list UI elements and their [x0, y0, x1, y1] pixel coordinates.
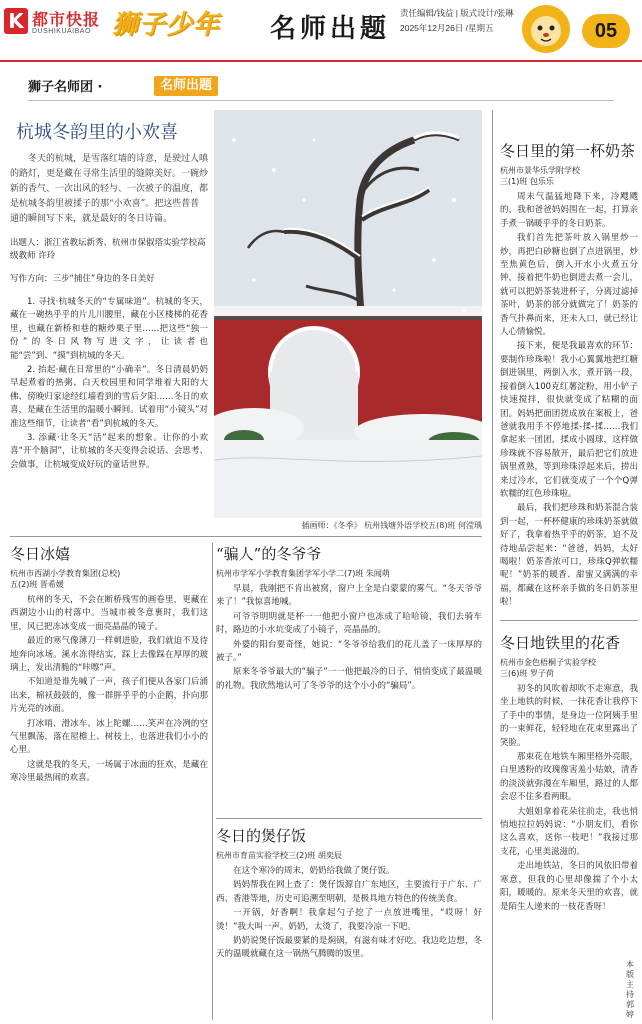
essay-paragraph: 外婆的阳台要奇怪，她说：“冬爷爷给我们的花儿盖了一床厚厚的被子。” — [216, 639, 482, 664]
essay-subway-flowers — [500, 632, 638, 1020]
essay-paragraph: 早晨，我刚把不肯出被窝，窗户上全是白蒙蒙的雾气。“冬天爷爷来了！”我惊喜地喊。 — [216, 584, 482, 608]
prompt-title: 杭城冬韵里的小欢喜 — [16, 122, 178, 143]
page-number-badge: 05 — [582, 14, 630, 48]
essay-paragraph: 在这个寒冷的周末，奶奶给我做了煲仔饭。 — [233, 866, 395, 876]
lion-mascot-icon — [520, 3, 572, 55]
essay-paragraph: 大姐姐拿着花朵往前走，我也悄悄地拉拉妈妈说：“小朋友们，看你这么喜欢，送你一枝吧！”我接过那支花，心里美滋滋的。 — [500, 806, 638, 857]
page-header — [0, 0, 642, 62]
prompt-author: 出题人：浙江省教坛新秀、杭州市保俶塔实验学校高级教师 许玲 — [10, 238, 206, 261]
essay-winter-grandpa — [216, 543, 482, 813]
section-tag: 名师出题 — [154, 76, 218, 96]
section-name: 狮子名师团 · — [28, 80, 103, 95]
essay-paragraph: 周末气温猛地降下来，冷飕飕的，我和爸爸妈妈围在一起，打算亲手煮一锅暖乎乎的冬日奶茶。 — [500, 192, 638, 229]
essay-school: 杭州市西湖小学教育集团(总校) — [10, 569, 121, 578]
essay-paragraph: 妈妈帮我在网上查了：煲仔饭源自广东地区，主要流行于广东、广西、香港等地，历史可追溯至明朝，是极具地方特色的传统美食。 — [216, 880, 482, 904]
essay-paragraph: 最近的寒气像薄刀一样刺进脸，我们就迫不及待地奔向冰场。溪水冻得结实，踩上去像踩在厚厚的玻璃上，发出清脆的“咔嚓”声。 — [10, 636, 208, 674]
row-divider — [500, 620, 638, 621]
logo-mark: K — [4, 8, 28, 34]
illustration-caption: 插画师：《冬季》 杭州钱塘外语学校五(8)班 何滢瑀 — [301, 521, 482, 530]
essay-author: 三(6)班 罗子荷 — [500, 669, 554, 678]
column-brand: 狮子少年 — [112, 10, 221, 40]
prompt-step: 1. 寻找·杭城冬天的“专属味道”。杭城的冬天，藏在一碗热乎乎的片儿川腰里，藏在小区楼梯的花香里，也藏在新桥和巷的糖炒栗子里……把这些“独一份”的冬日风物写进文字，让读者也能“尝”到、“摸”到杭城的冬天。 — [10, 297, 208, 361]
essay-paragraph: 杭州的冬天，不会在断桥残雪的画卷里，更藏在西湖边小山的村落中。当城市被冬意裹时，我们这里，风已把冻冰变成一面亮晶晶的镜子。 — [10, 595, 208, 632]
essay-title: 冬日冰嬉 — [10, 545, 71, 563]
essay-author: 杭州市育苗实验学校三(2)班 胡奕辰 — [216, 851, 342, 860]
newspaper-pinyin: DUSHIKUAIBAO — [32, 28, 91, 35]
winter-painting — [214, 110, 482, 518]
editor-line: 责任编辑/钱益 | 版式设计/张琳 — [400, 8, 514, 18]
row-divider — [216, 818, 482, 819]
prompt-article — [10, 112, 208, 562]
page-host-credit: 本版主持 郭婷 — [626, 960, 634, 1019]
essay-paragraph: 那束花在地铁车厢里格外亮眼，白里透粉的玫瑰像害羞小姑娘，清香的淡淡就弥漫在车厢里，路过的人都会忍不住多看两眼。 — [500, 752, 638, 803]
date-line: 2025年12月26日 /星期五 — [400, 23, 494, 33]
newspaper-logo[interactable] — [4, 6, 112, 42]
essay-paragraph: 我们首先把茶叶放入锅里炒一炒，再把白砂糖也倒了点进锅里，炒至焦黄色后，倒入开水小火煮五分钟，接着把牛奶也倒进去煮一会儿，就可以把奶茶装进杯子，分离过滤掉茶叶，奶茶的部分就做完了！奶茶的香气扑鼻而来，还未入口，就已经让人心情愉悦。 — [500, 233, 638, 338]
essay-school: 杭州市金色梧桐子实验学校 — [500, 658, 596, 667]
banner-divider — [28, 100, 614, 101]
page-title: 名师出题 — [270, 14, 391, 44]
column-divider — [492, 110, 493, 1020]
essay-school: 杭州市景华乐学附学校 — [500, 166, 580, 175]
essay-paragraph: 走出地铁站，冬日的风依旧带着寒意，但我的心里却像揣了个小太阳，暖暖的。原来冬天里的欢喜，就是陌生人递来的一枝花香呀！ — [500, 861, 638, 912]
essay-title: 冬日里的第一杯奶茶 — [500, 142, 636, 160]
essay-author: 五(2)班 晋希媛 — [10, 580, 64, 589]
row-divider — [10, 536, 482, 537]
prompt-direction: 写作方向：三步“捕住”身边的冬日美好 — [10, 274, 155, 284]
essay-title: 冬日地铁里的花香 — [500, 634, 621, 652]
newspaper-name: 都市快报 — [32, 10, 101, 29]
essay-author: 三(1)班 包乐乐 — [500, 177, 554, 186]
essay-author: 杭州市学军小学教育集团学军小学二(7)班 朱闻萌 — [216, 569, 390, 578]
essay-claypot-rice — [216, 825, 482, 1020]
essay-title: “骗人”的冬爷爷 — [216, 545, 322, 563]
essay-title: 冬日的煲仔饭 — [216, 827, 307, 845]
essay-paragraph: 这就是我的冬天，一场属于冰面的狂欢，是藏在寒冷里最热闹的欢喜。 — [10, 759, 208, 784]
essay-paragraph: 奶奶说煲仔饭最要紧的是焖锅，有滋有味才好吃。我边吃边想，冬天的温暖就藏在这一锅热气腾腾的饭里。 — [216, 936, 482, 960]
essay-paragraph: 最后，我们把珍珠和奶茶混合装到一起，一杯杯健康的珍珠奶茶就做好了，我拿着热乎乎的奶茶，迫不及待地品尝起来：“爸爸，妈妈，太好喝啦！奶茶香浓可口，珍珠Q弹软糯呢！”奶茶的暖香、甜蜜又满满的幸福，都藏在这杯亲手做的冬日奶茶里啦！ — [500, 503, 638, 608]
prompt-step: 2. 抬起·藏在日常里的“小确幸”。冬日清晨奶奶早起煮着的热粥、白天校园里和同学堆着大阳的大佛、傍晚归家途经红墙看到的雪后夕阳……冬日的欢喜，是藏在生活里的温暖小瞬间。试着用“小镜头”对准这些细节，让读者“看”到杭城的冬天。 — [10, 365, 208, 429]
essay-ice-play — [10, 543, 208, 1020]
essay-paragraph: 一开锅，好香啊！我拿起勺子挖了一点放进嘴里，“哎呀！好烫！”我大叫一声。奶奶，太烫了，我要冷凉一下吧。 — [216, 908, 482, 932]
essay-paragraph: 接下来，便是我最喜欢的环节：要制作珍珠啦！我小心翼翼地把红糖倒进锅里，两倒入水，煮开锅一段，接着倒入100克红薯淀粉，用小铲子快速搅拌，很快就变成了粘糊的面团。妈妈把面团搓成放在案板上，爸爸就我用手不停地揉-揉-揉……我们拿起来一团团，揉成小圆球，这样做珍珠就不容易散开，最后把它们放进锅里煮熟，等到珍珠浮起来后，捞出来过冷水，它们就变成了一个个Q弹软糯的红色珍珠啦。 — [500, 341, 638, 499]
essay-paragraph: 初冬的风吹着却吹不走寒意，我坐上地铁的时候，一抹花香让我停下了手中的事情，是身边一位阿姨手里的一束鲜花，轻轻地在花束里露出了笑脸。 — [500, 684, 638, 748]
prompt-intro: 冬天的杭城，是雪落红墙的诗意，是驶过人嗔的路灯，更是藏在寻常生活里的缝隙美好。一碗炒新的香气、一次出风的轻与、一次被子的温度，都是杭城冬韵里被揉子的那“小欢喜”。把这些普普通的瞬间写下来，就是最好的冬日诗篇。 — [10, 154, 208, 224]
essay-paragraph: 原来冬爷爷最大的“骗子”一一他把最冷的日子，悄悄变成了最温暖的礼物。我欣然地认可了冬爷爷的这个小小的“骗局”。 — [216, 667, 482, 691]
essay-paragraph: 不知道是谁先喊了一声，孩子们便从各家门后涌出来，棉袄鼓鼓的，像一群胖乎乎的小企鹅，扑向那片光亮的冰面。 — [10, 677, 208, 715]
prompt-step: 3. 添藏·让冬天“活”起来的想象。让你的小欢喜“开个脑洞”，让杭城的冬天变得会说话、会思考、会做事，让杭城变成好玩的童话世界。 — [10, 433, 208, 470]
essay-paragraph: 打冰哨、滑冰车、冰上陀螺……笑声在冷冽的空气里飘荡，落在屋檐上、树枝上，也落进我们小小的心里。 — [10, 718, 208, 756]
column-divider — [212, 543, 213, 1020]
essay-milk-tea — [500, 140, 638, 608]
essay-paragraph: 可爷爷明明就是杯一一他把小窗户也冻成了哈哈镜，我们去骑车时，路边的小水坑变成了小镜子，亮晶晶的。 — [216, 611, 482, 636]
